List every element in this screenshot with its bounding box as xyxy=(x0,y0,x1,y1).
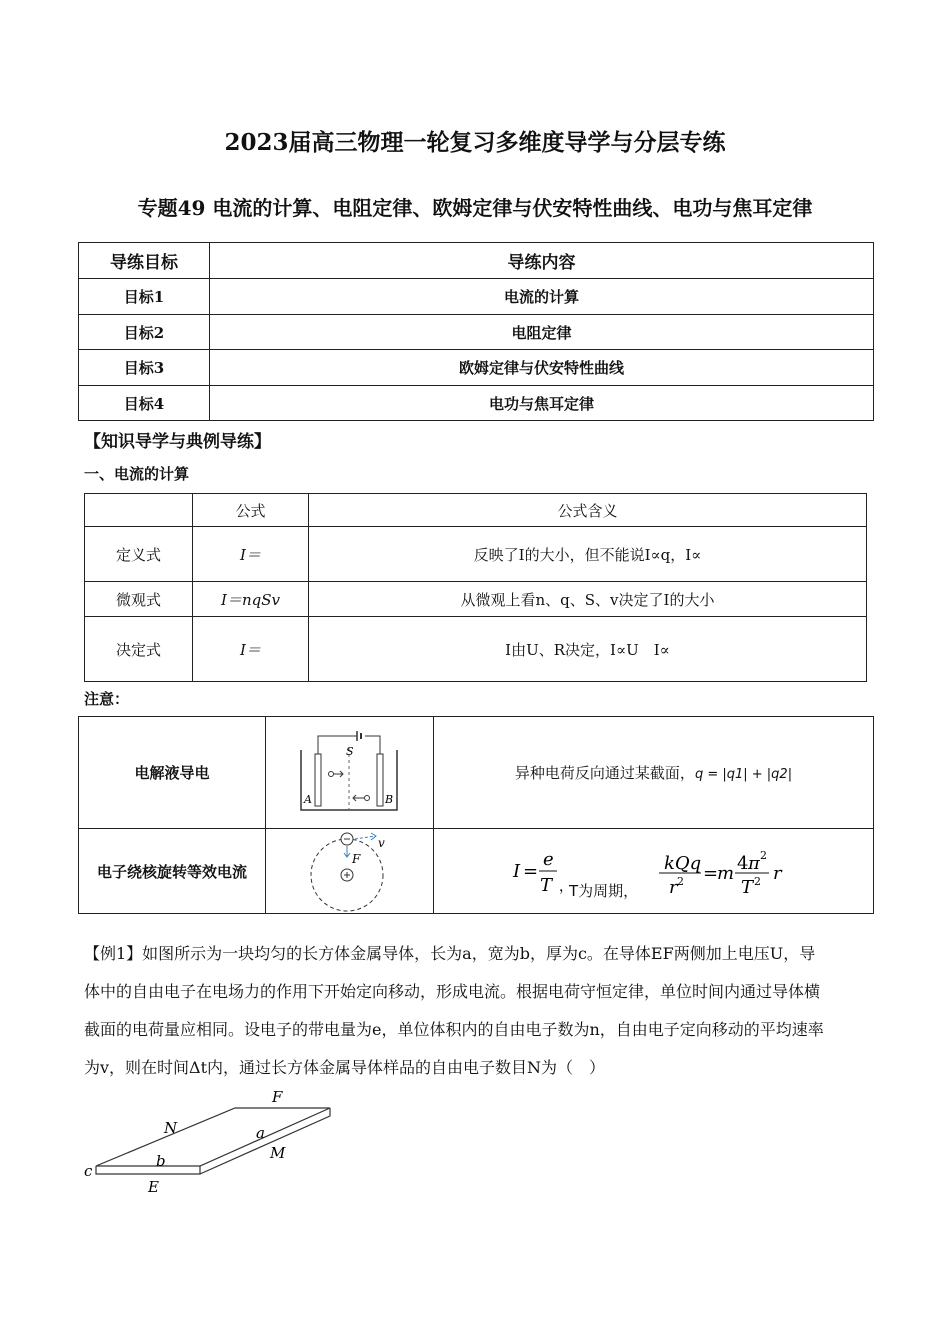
plate-label-f: F xyxy=(272,1088,283,1106)
orbit-diagram xyxy=(305,829,395,913)
note-table xyxy=(78,716,874,914)
note-orbit-formula-cell xyxy=(434,829,874,914)
plate-label-e: E xyxy=(148,1178,159,1196)
svg-text:m: m xyxy=(716,863,734,884)
current-header-formula: 公式 xyxy=(193,494,309,527)
svg-text:T: T xyxy=(539,875,552,896)
example-paragraph xyxy=(84,935,864,1087)
current-formula-table xyxy=(84,493,867,682)
section-heading: 【知识导学与典例导练】 xyxy=(84,432,271,452)
svg-text:2: 2 xyxy=(753,875,761,888)
goal-cell: 目标1 xyxy=(79,279,210,315)
plate-label-c: c xyxy=(84,1162,93,1180)
current-header-meaning: 公式含义 xyxy=(309,494,867,527)
section-one-heading: 一、电流的计算 xyxy=(84,465,190,483)
formula-cell: I＝ xyxy=(193,527,309,582)
formula-name: 微观式 xyxy=(85,582,193,617)
formula-cell: I＝ xyxy=(193,617,309,682)
goal-content-cell: 电阻定律 xyxy=(210,315,874,350)
svg-text:=: = xyxy=(522,861,538,882)
svg-text:e: e xyxy=(542,849,554,870)
goal-content-cell: 电流的计算 xyxy=(210,279,874,315)
formula-meaning: I由U、R决定，I∝U I∝ xyxy=(309,617,867,682)
electrolysis-label-a: A xyxy=(303,792,312,806)
svg-text:2: 2 xyxy=(676,875,684,888)
document-title: 2023届高三物理一轮复习多维度导学与分层专练 xyxy=(224,129,726,156)
svg-text:4: 4 xyxy=(736,853,748,874)
formula-name: 决定式 xyxy=(85,617,193,682)
orbit-label-f: F xyxy=(351,852,360,866)
goal-cell: 目标3 xyxy=(79,350,210,386)
plate-label-m: M xyxy=(270,1144,286,1162)
note-electrolysis-desc-cell xyxy=(434,717,874,829)
goals-header-goal: 导练目标 xyxy=(79,243,210,279)
svg-text:2: 2 xyxy=(759,849,767,862)
plate-label-b: b xyxy=(156,1152,166,1170)
example-line: 【例1】如图所示为一块均匀的长方体金属导体，长为a，宽为b，厚为c。在导体EF两侧加上电压U，导 xyxy=(84,944,816,963)
svg-text:，: ， xyxy=(558,879,573,895)
orbit-diagram-cell xyxy=(266,829,434,914)
svg-text:=: = xyxy=(702,863,718,884)
example-line: 截面的电荷量应相同。设电子的带电量为e，单位体积内的自由电子数为n，自由电子定向移动的平均速率 xyxy=(84,1020,824,1039)
formula-cell: I＝nqSv xyxy=(193,582,309,617)
electrolysis-diagram xyxy=(295,730,405,816)
formula-name: 定义式 xyxy=(85,527,193,582)
period-note: T为周期， xyxy=(569,882,639,900)
plate-label-a: a xyxy=(256,1124,265,1142)
svg-text:π: π xyxy=(747,853,760,874)
svg-text:r: r xyxy=(668,877,678,898)
note-label: 注意： xyxy=(84,690,130,708)
goals-table xyxy=(78,242,874,421)
formula-meaning: 从微观上看n、q、S、v决定了I的大小 xyxy=(309,582,867,617)
electrolysis-diagram-cell xyxy=(266,717,434,829)
note-electrolysis-desc: 异种电荷反向通过某截面， xyxy=(514,764,695,782)
orbit-label-v: v xyxy=(377,836,385,850)
document-subtitle: 专题49 电流的计算、电阻定律、欧姆定律与伏安特性曲线、电功与焦耳定律 xyxy=(137,196,813,220)
example-line: 体中的自由电子在电场力的作用下开始定向移动，形成电流。根据电荷守恒定律，单位时间内通过导体横 xyxy=(84,982,821,1001)
svg-text:r: r xyxy=(772,863,782,884)
electrolysis-label-s: S xyxy=(345,744,354,758)
electrolysis-label-b: B xyxy=(384,792,393,806)
goal-content-cell: 电功与焦耳定律 xyxy=(210,386,874,421)
example-line: 为v，则在时间Δt内，通过长方体金属导体样品的自由电子数目N为（ ） xyxy=(84,1058,606,1077)
formula-meaning: 反映了I的大小，但不能说I∝q，I∝ xyxy=(309,527,867,582)
goal-cell: 目标4 xyxy=(79,386,210,421)
current-header-blank xyxy=(85,494,193,527)
metal-plate-figure xyxy=(80,1088,350,1198)
goals-header-content: 导练内容 xyxy=(210,243,874,279)
svg-text:T: T xyxy=(740,877,753,898)
svg-text:I: I xyxy=(512,861,520,882)
charge-formula: q = |q1| + |q2| xyxy=(694,767,793,782)
plate-label-n: N xyxy=(164,1119,178,1137)
note-electrolysis-label: 电解液导电 xyxy=(79,717,266,829)
goal-cell: 目标2 xyxy=(79,315,210,350)
goal-content-cell: 欧姆定律与伏安特性曲线 xyxy=(210,350,874,386)
note-orbit-label: 电子绕核旋转等效电流 xyxy=(79,829,266,914)
svg-text:kQq: kQq xyxy=(663,853,701,874)
orbit-current-formula xyxy=(509,839,799,903)
